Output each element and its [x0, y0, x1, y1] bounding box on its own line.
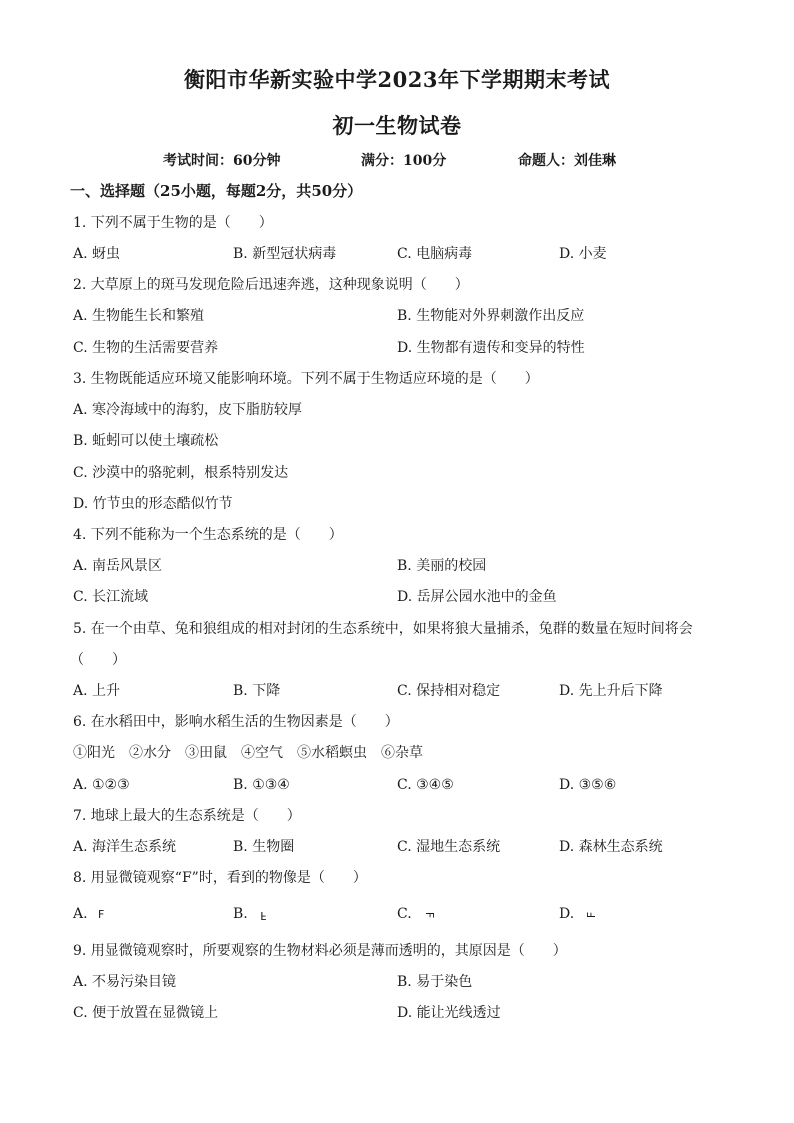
- q4-option-c[interactable]: C. 长江流域: [73, 589, 149, 605]
- q8-option-c-image: F: [423, 911, 437, 919]
- question-1: 1. 下列不属于生物的是（ ）: [73, 215, 273, 231]
- q2-option-a[interactable]: A. 生物能生长和繁殖: [73, 308, 205, 324]
- question-8: 8. 用显微镜观察“F”时，看到的物像是（ ）: [73, 870, 367, 886]
- q9-option-a[interactable]: A. 不易污染目镜: [73, 974, 177, 990]
- question-4: 4. 下列不能称为一个生态系统的是（ ）: [73, 527, 343, 543]
- exam-title: 衡阳市华新实验中学2023年下学期期末考试: [184, 67, 610, 92]
- exam-score: 满分：100分: [361, 153, 447, 169]
- q4-option-b[interactable]: B. 美丽的校园: [397, 558, 487, 574]
- q3-option-b[interactable]: B. 蚯蚓可以使土壤疏松: [73, 433, 219, 449]
- question-7: 7. 地球上最大的生态系统是（ ）: [73, 808, 301, 824]
- q6-option-d[interactable]: D. ③⑤⑥: [559, 777, 617, 793]
- q7-option-c[interactable]: C. 湿地生态系统: [397, 839, 501, 855]
- q1-option-b[interactable]: B. 新型冠状病毒: [233, 246, 337, 262]
- q4-option-d[interactable]: D. 岳屏公园水池中的金鱼: [397, 589, 557, 605]
- exam-time: 考试时间：60分钟: [163, 153, 281, 169]
- q9-option-b[interactable]: B. 易于染色: [397, 974, 473, 990]
- question-9: 9. 用显微镜观察时，所要观察的生物材料必须是薄而透明的，其原因是（ ）: [73, 943, 567, 959]
- q2-option-b[interactable]: B. 生物能对外界刺激作出反应: [397, 308, 585, 324]
- q1-option-d[interactable]: D. 小麦: [559, 246, 607, 262]
- q6-option-b[interactable]: B. ①③④: [233, 777, 290, 793]
- q8-option-b[interactable]: [233, 905, 267, 924]
- q1-option-a[interactable]: A. 蚜虫: [73, 246, 121, 262]
- exam-author: 命题人：刘佳琳: [518, 153, 616, 169]
- q1-option-c[interactable]: C. 电脑病毒: [397, 246, 473, 262]
- q7-option-a[interactable]: A. 海洋生态系统: [73, 839, 177, 855]
- q9-option-d[interactable]: D. 能让光线透过: [397, 1005, 501, 1021]
- exam-subtitle: 初一生物试卷: [332, 113, 462, 138]
- question-5-blank: （ ）: [70, 652, 126, 668]
- q8-option-c[interactable]: [397, 905, 437, 924]
- q2-option-c[interactable]: C. 生物的生活需要营养: [73, 340, 219, 356]
- question-6: 6. 在水稻田中，影响水稻生活的生物因素是（ ）: [73, 714, 399, 730]
- q8-option-a-label: A.: [73, 906, 88, 922]
- q8-option-d-image: F: [584, 911, 598, 919]
- q8-option-b-image: F: [260, 909, 267, 922]
- q8-option-d[interactable]: [559, 905, 598, 924]
- q2-option-d[interactable]: D. 生物都有遗传和变异的特性: [397, 340, 585, 356]
- question-5: 5. 在一个由草、兔和狼组成的相对封闭的生态系统中，如果将狼大量捕杀，兔群的数量在短时间将会: [73, 621, 693, 637]
- section-heading: 一、选择题（25小题，每题2分，共50分）: [70, 182, 363, 200]
- question-6-items: ①阳光 ②水分 ③田鼠 ④空气 ⑤水稻螟虫 ⑥杂草: [73, 745, 423, 761]
- q9-option-c[interactable]: C. 便于放置在显微镜上: [73, 1005, 219, 1021]
- q3-option-a[interactable]: A. 寒冷海域中的海豹，皮下脂肪较厚: [73, 402, 303, 418]
- q8-option-d-label: D.: [559, 906, 575, 922]
- q6-option-a[interactable]: A. ①②③: [73, 777, 130, 793]
- q8-option-a[interactable]: [73, 905, 104, 924]
- q8-option-a-image: F: [98, 908, 105, 921]
- q5-option-d[interactable]: D. 先上升后下降: [559, 683, 663, 699]
- q8-option-b-label: B.: [233, 906, 248, 922]
- q8-option-c-label: C.: [397, 906, 412, 922]
- q4-option-a[interactable]: A. 南岳风景区: [73, 558, 163, 574]
- q7-option-d[interactable]: D. 森林生态系统: [559, 839, 663, 855]
- q5-option-c[interactable]: C. 保持相对稳定: [397, 683, 501, 699]
- q3-option-d[interactable]: D. 竹节虫的形态酷似竹节: [73, 496, 233, 512]
- q7-option-b[interactable]: B. 生物圈: [233, 839, 295, 855]
- q6-option-c[interactable]: C. ③④⑤: [397, 777, 454, 793]
- q5-option-a[interactable]: A. 上升: [73, 683, 121, 699]
- q5-option-b[interactable]: B. 下降: [233, 683, 281, 699]
- question-3: 3. 生物既能适应环境又能影响环境。下列不属于生物适应环境的是（ ）: [73, 371, 539, 387]
- q3-option-c[interactable]: C. 沙漠中的骆驼刺，根系特别发达: [73, 465, 289, 481]
- question-2: 2. 大草原上的斑马发现危险后迅速奔逃，这种现象说明（ ）: [73, 277, 469, 293]
